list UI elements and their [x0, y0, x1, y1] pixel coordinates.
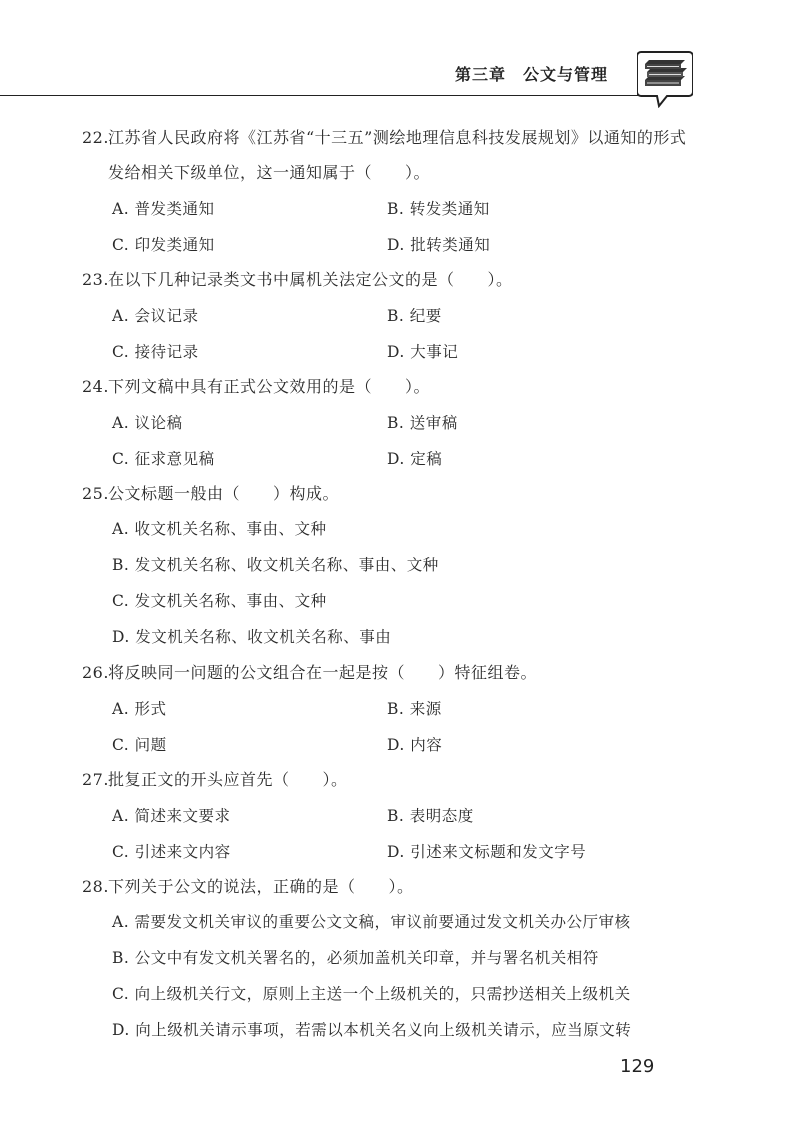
question-list [82, 120, 702, 1048]
options [82, 690, 702, 762]
option-b: B. 发文机关名称、收文机关名称、事由、文种 [112, 556, 439, 574]
option-b: B. 送审稿 [387, 414, 458, 432]
option-a: A. 形式 [112, 700, 167, 718]
option-a: A. 议论稿 [112, 414, 183, 432]
question-25 [82, 476, 702, 655]
question-stem: 22.江苏省人民政府将《江苏省“十三五”测绘地理信息科技发展规划》以通知的形式发给相关下级单位，这一通知属于（ ）。 [82, 128, 687, 182]
options [82, 404, 702, 476]
options [82, 190, 702, 262]
option-d: D. 内容 [387, 736, 443, 754]
question-stem: 24.下列文稿中具有正式公文效用的是（ ）。 [82, 377, 431, 396]
option-d: D. 批转类通知 [387, 236, 491, 254]
option-d: D. 引述来文标题和发文字号 [387, 843, 587, 861]
question-28 [82, 869, 702, 1048]
question-23 [82, 262, 702, 369]
option-c: C. 印发类通知 [112, 236, 215, 254]
question-stem: 25.公文标题一般由（ ）构成。 [82, 484, 340, 503]
option-b: B. 表明态度 [387, 807, 474, 825]
option-b: B. 转发类通知 [387, 200, 490, 218]
option-c: C. 问题 [112, 736, 167, 754]
question-stem: 27.批复正文的开头应首先（ ）。 [82, 770, 348, 789]
options [82, 904, 702, 1048]
option-c: C. 接待记录 [112, 343, 199, 361]
question-26 [82, 655, 702, 762]
option-b: B. 公文中有发文机关署名的，必须加盖机关印章，并与署名机关相符 [112, 949, 599, 967]
option-a: A. 需要发文机关审议的重要公文文稿，审议前要通过发文机关办公厅审核 [112, 913, 631, 931]
question-stem: 23.在以下几种记录类文书中属机关法定公文的是（ ）。 [82, 270, 513, 289]
option-c: C. 征求意见稿 [112, 450, 215, 468]
option-b: B. 来源 [387, 700, 442, 718]
question-22 [82, 120, 702, 262]
page-number: 129 [620, 1056, 655, 1077]
question-24 [82, 369, 702, 476]
page-header [0, 0, 800, 100]
book-stack-icon [637, 48, 693, 108]
option-b: B. 纪要 [387, 307, 442, 325]
option-d: D. 大事记 [387, 343, 459, 361]
options [82, 797, 702, 869]
option-c: C. 向上级机关行文，原则上主送一个上级机关的，只需抄送相关上级机关 [112, 985, 631, 1003]
question-stem: 26.将反映同一问题的公文组合在一起是按（ ）特征组卷。 [82, 663, 538, 682]
chapter-title: 第三章 公文与管理 [455, 65, 609, 84]
options [82, 297, 702, 369]
option-d: D. 定稿 [387, 450, 443, 468]
option-d: D. 向上级机关请示事项，若需以本机关名义向上级机关请示，应当原文转 [112, 1021, 632, 1039]
question-27 [82, 762, 702, 869]
header-rule [0, 95, 640, 96]
options [82, 511, 702, 655]
option-a: A. 简述来文要求 [112, 807, 231, 825]
option-c: C. 发文机关名称、事由、文种 [112, 592, 327, 610]
option-a: A. 会议记录 [112, 307, 199, 325]
option-a: A. 收文机关名称、事由、文种 [112, 520, 327, 538]
option-a: A. 普发类通知 [112, 200, 215, 218]
option-d: D. 发文机关名称、收文机关名称、事由 [112, 628, 392, 646]
question-stem: 28.下列关于公文的说法，正确的是（ ）。 [82, 877, 414, 896]
option-c: C. 引述来文内容 [112, 843, 231, 861]
